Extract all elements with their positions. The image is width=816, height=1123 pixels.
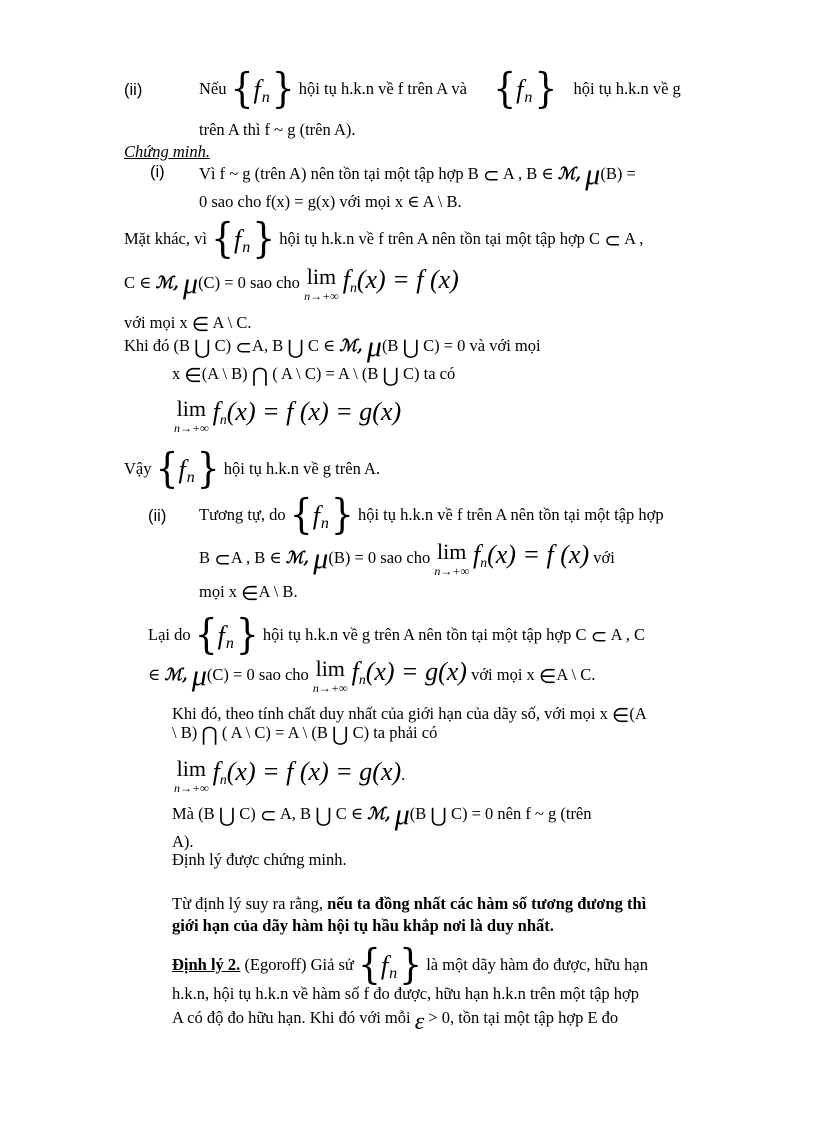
line-1-body: [199, 65, 681, 113]
item-label: (ii): [124, 81, 143, 99]
line-16: Lại do { f n } hội tụ h.k.n về g trên A nên tồn tại một tập hợp C ⊂ A , C: [148, 611, 645, 659]
fn-sequence: { f n }: [230, 65, 295, 113]
proof-heading: Chứng minh.: [124, 142, 211, 161]
text: hội tụ h.k.n về g: [573, 78, 681, 98]
line-13: Tương tự, do { f n } hội tụ h.k.n về f trên A nên tồn tại một tập hợp: [199, 491, 664, 539]
line-19: \ B) ⋂ ( A \ C) = A \ (B ⋃ C) ta phải có: [172, 722, 438, 746]
line-5: 0 sao cho f(x) = g(x) với mọi x ∈ A \ B.: [199, 192, 462, 211]
text: Nếu: [199, 78, 227, 98]
theorem-label: Định lý 2.: [172, 954, 241, 974]
line-7: C ∈ ℳ, μ(C) = 0 sao cho lim n→+∞ $f_n(x) = f$ (x): [124, 264, 459, 303]
line-10: x ∈(A \ B) ⋂ ( A \ C) = A \ (B ⋃ C) ta có: [172, 363, 456, 387]
line-24: Từ định lý suy ra rằng, nếu ta đồng nhất các hàm số tương đương thì: [172, 894, 647, 913]
text: hội tụ h.k.n về f trên A và: [298, 78, 467, 98]
line-26: Định lý 2. (Egoroff) Giả sử { f n } là một dãy hàm đo được, hữu hạn: [172, 941, 649, 989]
line-12: Vậy { f n } hội tụ h.k.n về g trên A.: [124, 445, 381, 493]
sigma-algebra-symbol: ℳ,: [557, 163, 582, 183]
line-6: Mặt khác, vì { f n } hội tụ h.k.n về f trên A nên tồn tại một tập hợp C ⊂ A ,: [124, 215, 644, 263]
line-25: giới hạn của dãy hàm hội tụ hầu khắp nơi là duy nhất.: [172, 916, 554, 935]
line-22: A).: [172, 832, 194, 851]
line-21: Mà (B ⋃ C) ⊂ A, B ⋃ C ∈ ℳ, μ(B ⋃ C) = 0 nên f ~ g (trên: [172, 798, 592, 831]
line-14: B ⊂A , B ∈ ℳ, μ(B) = 0 sao cho lim n→+∞ $f_n(x) = f$ (x) với: [199, 539, 615, 578]
line-18: Khi đó, theo tính chất duy nhất của giới hạn của dãy số, với mọi x ∈(A: [172, 703, 647, 727]
line-23: Định lý được chứng minh.: [172, 850, 347, 869]
fn-sequence: { f n }: [493, 65, 558, 113]
line-8: với mọi x ∈ A \ C.: [124, 312, 252, 336]
limit-equation-2: lim n→+∞ $f_n(x) = f$ (x) = g(x).: [174, 756, 406, 795]
line-1: [124, 82, 142, 99]
subset-symbol: ⊂: [482, 163, 500, 187]
line-17: ∈ ℳ, μ(C) = 0 sao cho lim n→+∞ $f_n(x) = g(x)$ với mọi x ∈A \ C.: [148, 656, 596, 695]
line-27: h.k.n, hội tụ h.k.n về hàm số f đo được, hữu hạn h.k.n trên một tập hợp: [172, 984, 640, 1003]
limit-equation-1: lim n→+∞ $f_n(x) = f$ (x) = g(x): [174, 396, 402, 435]
line-2: trên A thì f ~ g (trên A).: [199, 120, 356, 139]
line-15: mọi x ∈A \ B.: [199, 581, 298, 605]
line-4: Vì f ~ g (trên A) nên tồn tại một tập hợp B ⊂ A , B ∈ ℳ, μ(B) =: [199, 158, 636, 191]
item-label: (i): [150, 163, 165, 181]
line-28: A có độ đo hữu hạn. Khi đó với mỗi ε > 0, tồn tại một tập hợp E đo: [172, 1008, 619, 1035]
mu-symbol: μ: [585, 158, 601, 191]
epsilon-symbol: ε: [414, 1009, 425, 1035]
line-9: Khi đó (B ⋃ C) ⊂A, B ⋃ C ∈ ℳ, μ(B ⋃ C) = 0 và với mọi: [124, 330, 541, 363]
item-label: (ii): [148, 507, 167, 525]
